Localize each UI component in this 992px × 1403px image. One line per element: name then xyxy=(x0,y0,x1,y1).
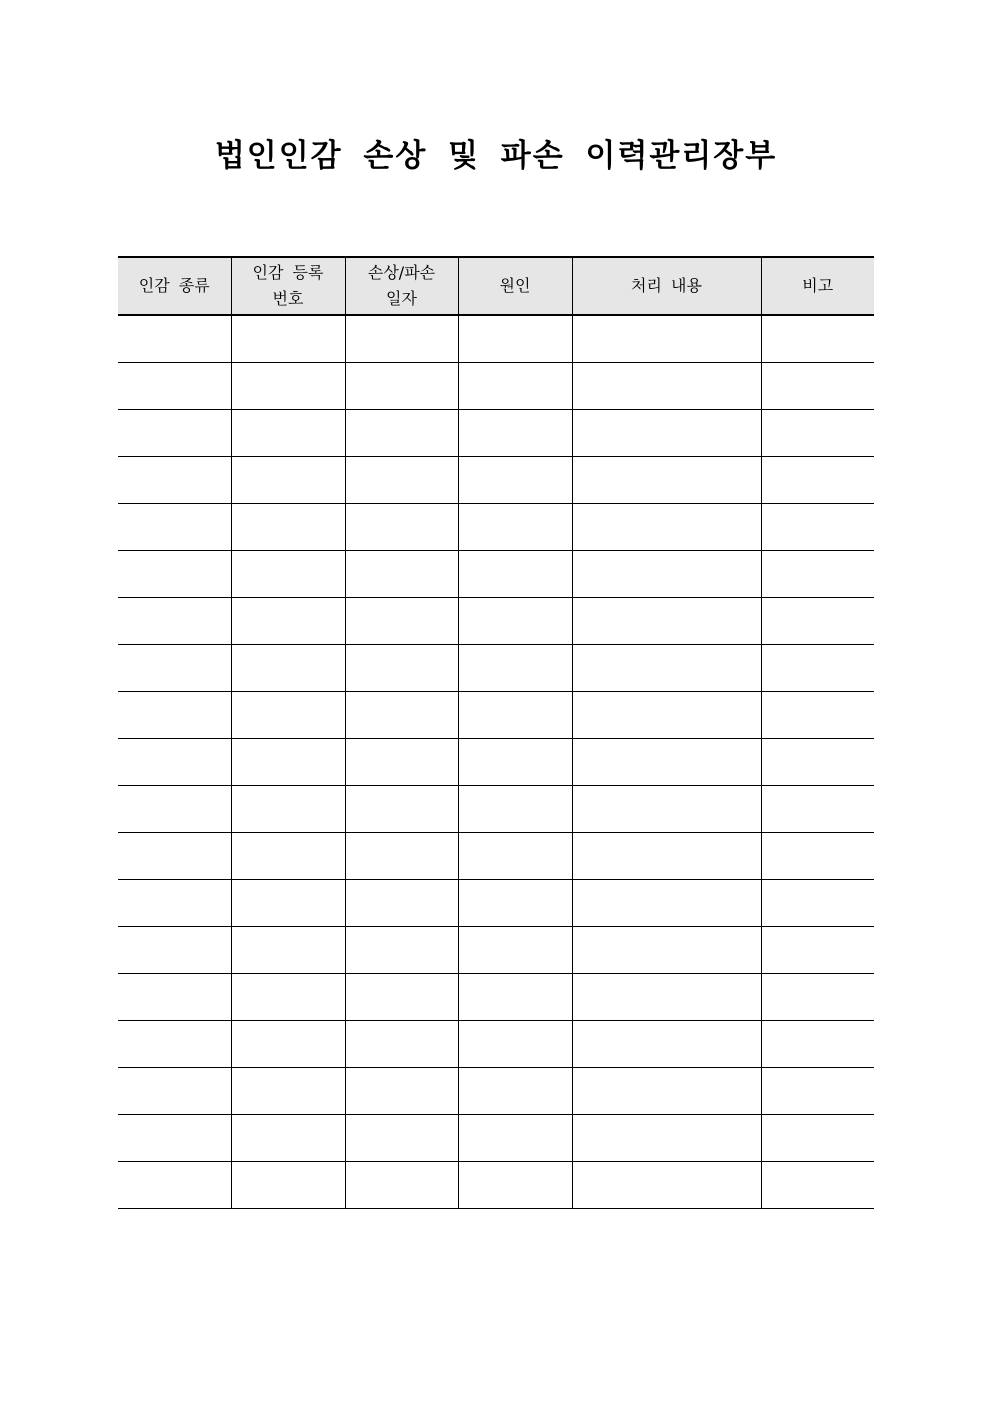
cell-cause[interactable] xyxy=(458,551,572,598)
table-row xyxy=(118,645,874,692)
cell-action-taken[interactable] xyxy=(572,1021,761,1068)
cell-remarks[interactable] xyxy=(761,504,874,551)
cell-remarks[interactable] xyxy=(761,410,874,457)
cell-damage-date[interactable] xyxy=(345,410,458,457)
cell-action-taken[interactable] xyxy=(572,1162,761,1209)
cell-damage-date[interactable] xyxy=(345,598,458,645)
cell-damage-date[interactable] xyxy=(345,1068,458,1115)
cell-action-taken[interactable] xyxy=(572,1115,761,1162)
table-row xyxy=(118,739,874,786)
cell-damage-date[interactable] xyxy=(345,739,458,786)
cell-damage-date[interactable] xyxy=(345,551,458,598)
cell-damage-date[interactable] xyxy=(345,645,458,692)
page-title: 법인인감 손상 및 파손 이력관리장부 xyxy=(214,138,778,174)
cell-cause[interactable] xyxy=(458,504,572,551)
cell-action-taken[interactable] xyxy=(572,645,761,692)
table-header-row xyxy=(118,257,874,315)
cell-cause[interactable] xyxy=(458,692,572,739)
cell-remarks[interactable] xyxy=(761,786,874,833)
cell-damage-date[interactable] xyxy=(345,315,458,363)
cell-action-taken[interactable] xyxy=(572,880,761,927)
cell-action-taken[interactable] xyxy=(572,410,761,457)
cell-cause[interactable] xyxy=(458,315,572,363)
cell-registration-number[interactable] xyxy=(231,1068,345,1115)
cell-seal-type[interactable] xyxy=(118,1021,231,1068)
cell-registration-number[interactable] xyxy=(231,974,345,1021)
cell-seal-type[interactable] xyxy=(118,410,231,457)
cell-registration-number[interactable] xyxy=(231,880,345,927)
table-row xyxy=(118,927,874,974)
cell-damage-date[interactable] xyxy=(345,692,458,739)
table-row xyxy=(118,504,874,551)
cell-remarks[interactable] xyxy=(761,692,874,739)
cell-damage-date[interactable] xyxy=(345,880,458,927)
table-row xyxy=(118,315,874,363)
cell-seal-type[interactable] xyxy=(118,927,231,974)
cell-seal-type[interactable] xyxy=(118,974,231,1021)
cell-action-taken[interactable] xyxy=(572,927,761,974)
cell-cause[interactable] xyxy=(458,739,572,786)
cell-cause[interactable] xyxy=(458,833,572,880)
cell-remarks[interactable] xyxy=(761,315,874,363)
table-row xyxy=(118,1021,874,1068)
header-action-taken: 처리 내용 xyxy=(572,257,761,315)
cell-damage-date[interactable] xyxy=(345,457,458,504)
cell-remarks[interactable] xyxy=(761,1162,874,1209)
table-row xyxy=(118,833,874,880)
cell-registration-number[interactable] xyxy=(231,833,345,880)
cell-remarks[interactable] xyxy=(761,551,874,598)
cell-action-taken[interactable] xyxy=(572,786,761,833)
cell-action-taken[interactable] xyxy=(572,598,761,645)
cell-seal-type[interactable] xyxy=(118,880,231,927)
header-seal-type: 인감 종류 xyxy=(118,257,231,315)
cell-remarks[interactable] xyxy=(761,598,874,645)
cell-action-taken[interactable] xyxy=(572,363,761,410)
cell-action-taken[interactable] xyxy=(572,692,761,739)
cell-cause[interactable] xyxy=(458,1021,572,1068)
cell-seal-type[interactable] xyxy=(118,551,231,598)
table-row xyxy=(118,1115,874,1162)
cell-damage-date[interactable] xyxy=(345,1162,458,1209)
cell-seal-type[interactable] xyxy=(118,692,231,739)
cell-cause[interactable] xyxy=(458,598,572,645)
cell-seal-type[interactable] xyxy=(118,315,231,363)
cell-cause[interactable] xyxy=(458,927,572,974)
cell-registration-number[interactable] xyxy=(231,1115,345,1162)
cell-seal-type[interactable] xyxy=(118,1115,231,1162)
cell-remarks[interactable] xyxy=(761,880,874,927)
table-row xyxy=(118,1162,874,1209)
cell-damage-date[interactable] xyxy=(345,927,458,974)
cell-remarks[interactable] xyxy=(761,1115,874,1162)
cell-seal-type[interactable] xyxy=(118,504,231,551)
cell-registration-number[interactable] xyxy=(231,598,345,645)
table-row xyxy=(118,551,874,598)
cell-cause[interactable] xyxy=(458,1115,572,1162)
cell-seal-type[interactable] xyxy=(118,457,231,504)
header-damage-date: 손상/파손 일자 xyxy=(345,257,458,315)
cell-seal-type[interactable] xyxy=(118,363,231,410)
cell-registration-number[interactable] xyxy=(231,1021,345,1068)
cell-remarks[interactable] xyxy=(761,363,874,410)
cell-registration-number[interactable] xyxy=(231,410,345,457)
cell-seal-type[interactable] xyxy=(118,739,231,786)
cell-cause[interactable] xyxy=(458,786,572,833)
cell-damage-date[interactable] xyxy=(345,1021,458,1068)
cell-cause[interactable] xyxy=(458,1068,572,1115)
table-row xyxy=(118,363,874,410)
cell-remarks[interactable] xyxy=(761,927,874,974)
cell-seal-type[interactable] xyxy=(118,786,231,833)
cell-seal-type[interactable] xyxy=(118,1162,231,1209)
header-remarks: 비고 xyxy=(761,257,874,315)
cell-remarks[interactable] xyxy=(761,645,874,692)
cell-remarks[interactable] xyxy=(761,833,874,880)
cell-action-taken[interactable] xyxy=(572,457,761,504)
cell-registration-number[interactable] xyxy=(231,927,345,974)
cell-registration-number[interactable] xyxy=(231,739,345,786)
cell-seal-type[interactable] xyxy=(118,645,231,692)
table-row xyxy=(118,1068,874,1115)
cell-registration-number[interactable] xyxy=(231,692,345,739)
cell-seal-type[interactable] xyxy=(118,1068,231,1115)
cell-action-taken[interactable] xyxy=(572,551,761,598)
cell-action-taken[interactable] xyxy=(572,833,761,880)
cell-damage-date[interactable] xyxy=(345,1115,458,1162)
cell-action-taken[interactable] xyxy=(572,739,761,786)
ledger-table xyxy=(118,256,874,1209)
cell-remarks[interactable] xyxy=(761,739,874,786)
table-row xyxy=(118,786,874,833)
cell-remarks[interactable] xyxy=(761,457,874,504)
cell-action-taken[interactable] xyxy=(572,504,761,551)
cell-registration-number[interactable] xyxy=(231,363,345,410)
cell-registration-number[interactable] xyxy=(231,504,345,551)
table-row xyxy=(118,457,874,504)
cell-registration-number[interactable] xyxy=(231,551,345,598)
table-row xyxy=(118,410,874,457)
cell-damage-date[interactable] xyxy=(345,504,458,551)
header-registration-number: 인감 등록 번호 xyxy=(231,257,345,315)
cell-registration-number[interactable] xyxy=(231,1162,345,1209)
cell-remarks[interactable] xyxy=(761,1021,874,1068)
table-row xyxy=(118,598,874,645)
cell-cause[interactable] xyxy=(458,974,572,1021)
cell-registration-number[interactable] xyxy=(231,457,345,504)
table-row xyxy=(118,692,874,739)
cell-action-taken[interactable] xyxy=(572,1068,761,1115)
cell-damage-date[interactable] xyxy=(345,363,458,410)
cell-action-taken[interactable] xyxy=(572,974,761,1021)
cell-remarks[interactable] xyxy=(761,1068,874,1115)
cell-cause[interactable] xyxy=(458,410,572,457)
table-row xyxy=(118,974,874,1021)
cell-damage-date[interactable] xyxy=(345,974,458,1021)
cell-cause[interactable] xyxy=(458,645,572,692)
cell-registration-number[interactable] xyxy=(231,645,345,692)
cell-damage-date[interactable] xyxy=(345,833,458,880)
cell-registration-number[interactable] xyxy=(231,786,345,833)
table-row xyxy=(118,880,874,927)
cell-action-taken[interactable] xyxy=(572,315,761,363)
cell-cause[interactable] xyxy=(458,880,572,927)
cell-seal-type[interactable] xyxy=(118,598,231,645)
cell-seal-type[interactable] xyxy=(118,833,231,880)
cell-remarks[interactable] xyxy=(761,974,874,1021)
cell-cause[interactable] xyxy=(458,363,572,410)
cell-cause[interactable] xyxy=(458,457,572,504)
cell-cause[interactable] xyxy=(458,1162,572,1209)
cell-registration-number[interactable] xyxy=(231,315,345,363)
cell-damage-date[interactable] xyxy=(345,786,458,833)
table-body xyxy=(118,315,874,1209)
header-cause: 원인 xyxy=(458,257,572,315)
